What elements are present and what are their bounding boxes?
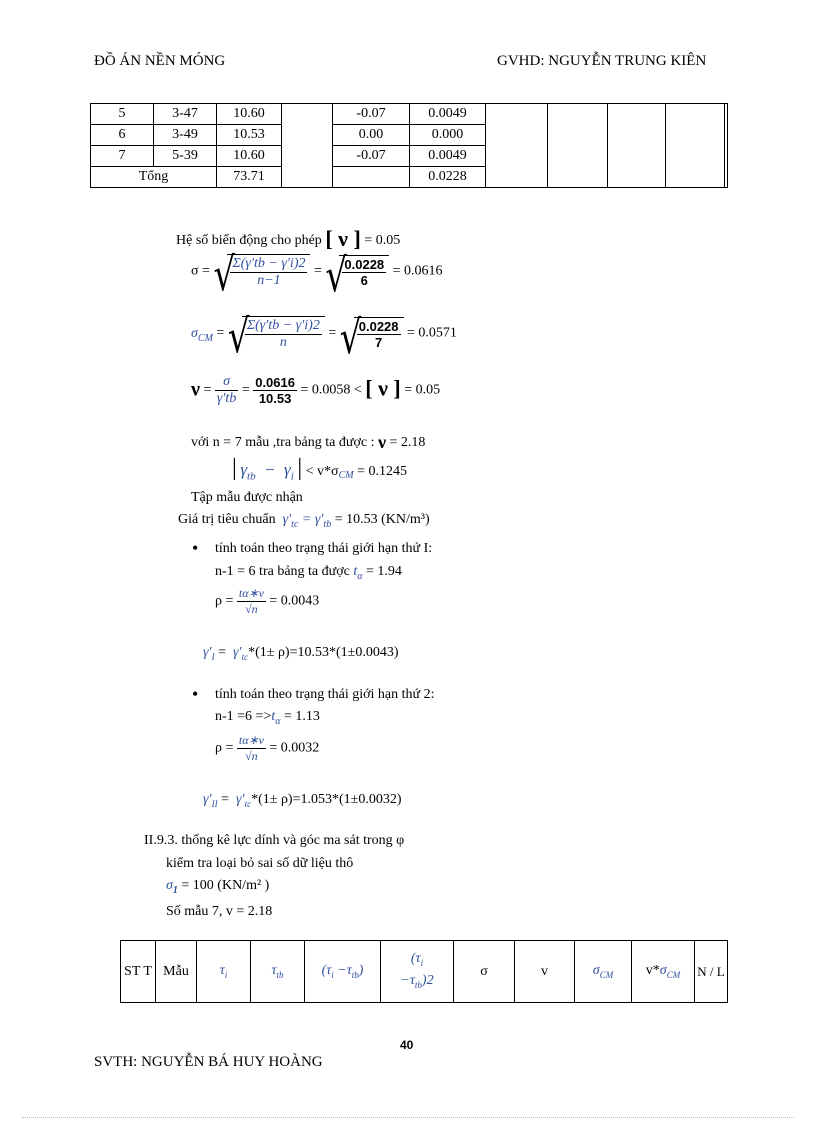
sigmacm-num2: 0.0228 bbox=[358, 319, 399, 334]
sample-table bbox=[90, 103, 728, 188]
sigma-num: Σ(γ′tb − γ′i)2 bbox=[232, 256, 306, 271]
header-left: ĐỒ ÁN NỀN MÓNG bbox=[94, 53, 226, 69]
bullet1-line: n-1 = 6 tra bảng ta được $t_\alpha = 1.94$ bbox=[215, 564, 402, 582]
header-diff-sq: ($\tau_i$ $-\tau_{tb})2$ bbox=[381, 941, 454, 1003]
cell-stt: 6 bbox=[91, 125, 154, 146]
cell-mau: 3-49 bbox=[154, 125, 217, 146]
sigmacm-den: n bbox=[279, 335, 287, 350]
b1-line-text: n-1 = 6 tra bảng ta được bbox=[215, 564, 350, 579]
bullet1-title: tính toán theo trạng thái giới hạn thứ I: bbox=[215, 541, 433, 556]
cell-empty bbox=[608, 104, 666, 188]
table-row bbox=[91, 104, 728, 125]
sigma-formula: σ = √ $\frac{\Sigma(\gamma'tb - \gamma'i)2}{n-1}$ = √ $\frac{0.0228}{6}$ = 0.0616 bbox=[191, 247, 443, 303]
std-value: = 10.53 (KN/m³) bbox=[334, 512, 430, 527]
v-result: = 0.0058 < bbox=[300, 382, 362, 398]
sigmacm-den2: 7 bbox=[375, 335, 383, 350]
header-sigma: σ bbox=[454, 941, 515, 1003]
samples-line: Số mẫu 7, v = 2.18 bbox=[166, 904, 273, 919]
header-right: GVHD: NGUYỄN TRUNG KIÊN bbox=[497, 53, 707, 69]
cell-empty bbox=[333, 167, 410, 188]
gamma2-value: *(1± ρ)=1.053*(1±0.0032) bbox=[251, 792, 402, 807]
abs-result: = 0.1245 bbox=[357, 464, 407, 479]
page-divider bbox=[22, 1117, 794, 1118]
cv-label: Hệ số biến động cho phép bbox=[176, 233, 322, 248]
cell-total-sq: 0.0228 bbox=[410, 167, 486, 188]
sigma1-line: $\sigma_1 = 100$ (KN/m² ) bbox=[166, 878, 270, 896]
nu-value: = 2.18 bbox=[389, 435, 426, 450]
footer-student: SVTH: NGUYỄN BÁ HUY HOÀNG bbox=[94, 1054, 323, 1070]
header-diff: $(\tau_i -\tau_{tb})$ bbox=[305, 941, 381, 1003]
v-den: γ′tb bbox=[216, 391, 237, 406]
rho-num: tα∗ν bbox=[238, 733, 264, 747]
header-tau-i: $\tau_i$ bbox=[197, 941, 251, 1003]
cell-empty bbox=[725, 104, 728, 188]
page-number: 40 bbox=[400, 1038, 414, 1052]
v-num: σ bbox=[215, 374, 238, 391]
bullet-icon: • bbox=[192, 684, 199, 704]
cell-total-val: 73.71 bbox=[217, 167, 282, 188]
sigma-num2: 0.0228 bbox=[344, 257, 385, 272]
rho-den: √n bbox=[245, 749, 258, 763]
cell-val: 10.60 bbox=[217, 146, 282, 167]
sigma1-value: = 100 (KN/m² ) bbox=[181, 878, 270, 893]
cell-dev: 0.00 bbox=[333, 125, 410, 146]
cell-sq: 0.0049 bbox=[410, 146, 486, 167]
gamma1-formula: $\gamma'_I = \gamma'_{tc}*(1\pm \rho)=10.53*(1\pm 0.0043)$ bbox=[203, 645, 399, 662]
cell-stt: 7 bbox=[91, 146, 154, 167]
table-row bbox=[121, 941, 728, 1003]
abs-line: | $\gamma_{tb} - \gamma_i$ | < $v*\sigma_{CM} = 0.1245$ bbox=[232, 455, 407, 483]
bullet2-line: $n-1 =6 =>t_\alpha = 1.13$ bbox=[215, 709, 320, 727]
rho-lhs: ρ = bbox=[215, 593, 234, 609]
cell-dev: -0.07 bbox=[333, 104, 410, 125]
v-den2: 10.53 bbox=[258, 391, 292, 406]
std-line: Giá trị tiêu chuẩn $\gamma'_{tc} = \gamma'_{tb} = 10.53$ (KN/m³) bbox=[178, 512, 430, 530]
v-result2: = 0.05 bbox=[404, 382, 441, 398]
rho1-formula bbox=[215, 586, 319, 617]
rho-num: tα∗ν bbox=[238, 586, 264, 600]
header-tau-tb: $\tau_{tb}$ bbox=[251, 941, 305, 1003]
sigmacm-num: Σ(γ′tb − γ′i)2 bbox=[246, 318, 320, 333]
cell-total-label: Tổng bbox=[91, 167, 217, 188]
cell-empty bbox=[666, 104, 725, 188]
cell-sq: 0.0049 bbox=[410, 104, 486, 125]
sigmacm-result: = 0.0571 bbox=[407, 325, 457, 341]
v-formula: ν = $\frac{\sigma}{\gamma'tb}$ = $\frac{0.0616}{10.53}$ = 0.0058 < [ ν ] = 0.05 bbox=[191, 374, 441, 406]
header-stt: ST T bbox=[121, 941, 156, 1003]
b1-t-value: = 1.94 bbox=[366, 564, 402, 579]
std-label: Giá trị tiêu chuẩn bbox=[178, 512, 276, 527]
with-n-line: với n = 7 mẫu ,tra bảng ta được : ν = 2.18 bbox=[191, 432, 426, 452]
header-v-sigma-cm: $v*\sigma_{CM}$ bbox=[632, 941, 695, 1003]
rho2-result: = 0.0032 bbox=[269, 740, 320, 756]
cell-empty bbox=[486, 104, 548, 188]
b2-t-value: = 1.13 bbox=[284, 709, 320, 724]
header-sigma-cm: $\sigma_{CM}$ bbox=[575, 941, 632, 1003]
cell-stt: 5 bbox=[91, 104, 154, 125]
header-nl: N / L bbox=[695, 941, 728, 1003]
sigma-den2: 6 bbox=[360, 273, 368, 288]
b2-line-text: n-1 =6 => bbox=[215, 709, 272, 724]
section-title: II.9.3. thống kê lực dính và góc ma sát trong φ bbox=[144, 833, 405, 848]
bullet-icon: • bbox=[192, 538, 199, 558]
cv-value: = 0.05 bbox=[364, 233, 401, 248]
abs-compare: < v*σ bbox=[305, 464, 339, 479]
rho2-formula bbox=[215, 733, 319, 764]
bullet2-title: tính toán theo trạng thái giới hạn thứ 2: bbox=[215, 687, 435, 702]
stat-table bbox=[120, 940, 728, 1003]
rho-lhs: ρ = bbox=[215, 740, 234, 756]
cell-mau: 5-39 bbox=[154, 146, 217, 167]
cv-line: Hệ số biến động cho phép [ ν ] = 0.05 bbox=[176, 226, 401, 251]
gamma2-formula: $\gamma'_{II} = \gamma'_{tc}*(1\pm \rho)=1.053*(1\pm 0.0032)$ bbox=[203, 792, 402, 809]
v-num2: 0.0616 bbox=[255, 375, 295, 390]
cell-sq: 0.000 bbox=[410, 125, 486, 146]
header-v: v bbox=[515, 941, 575, 1003]
section-sub: kiểm tra loại bỏ sai số dữ liệu thô bbox=[166, 856, 354, 871]
sigma-den: n−1 bbox=[257, 273, 281, 288]
cell-empty bbox=[282, 104, 333, 188]
rho1-result: = 0.0043 bbox=[269, 593, 320, 609]
accepted-text: Tập mẫu được nhận bbox=[191, 490, 303, 505]
header-mau: Mẫu bbox=[156, 941, 197, 1003]
cell-empty bbox=[548, 104, 608, 188]
cell-val: 10.53 bbox=[217, 125, 282, 146]
cell-dev: -0.07 bbox=[333, 146, 410, 167]
cell-val: 10.60 bbox=[217, 104, 282, 125]
cell-mau: 3-47 bbox=[154, 104, 217, 125]
gamma1-value: *(1± ρ)=10.53*(1±0.0043) bbox=[248, 645, 399, 660]
sigma-result: = 0.0616 bbox=[392, 263, 443, 279]
sigma-cm-formula: $\sigma_{CM}$ = √ $\frac{\Sigma(\gamma'tb - \gamma'i)2}{n}$ = √ $\frac{0.0228}{7}$ = 0.0571 bbox=[191, 309, 457, 365]
with-n-text: với n = 7 mẫu ,tra bảng ta được : bbox=[191, 435, 375, 450]
sigma-lhs: σ = bbox=[191, 263, 210, 279]
rho-den: √n bbox=[245, 602, 258, 616]
